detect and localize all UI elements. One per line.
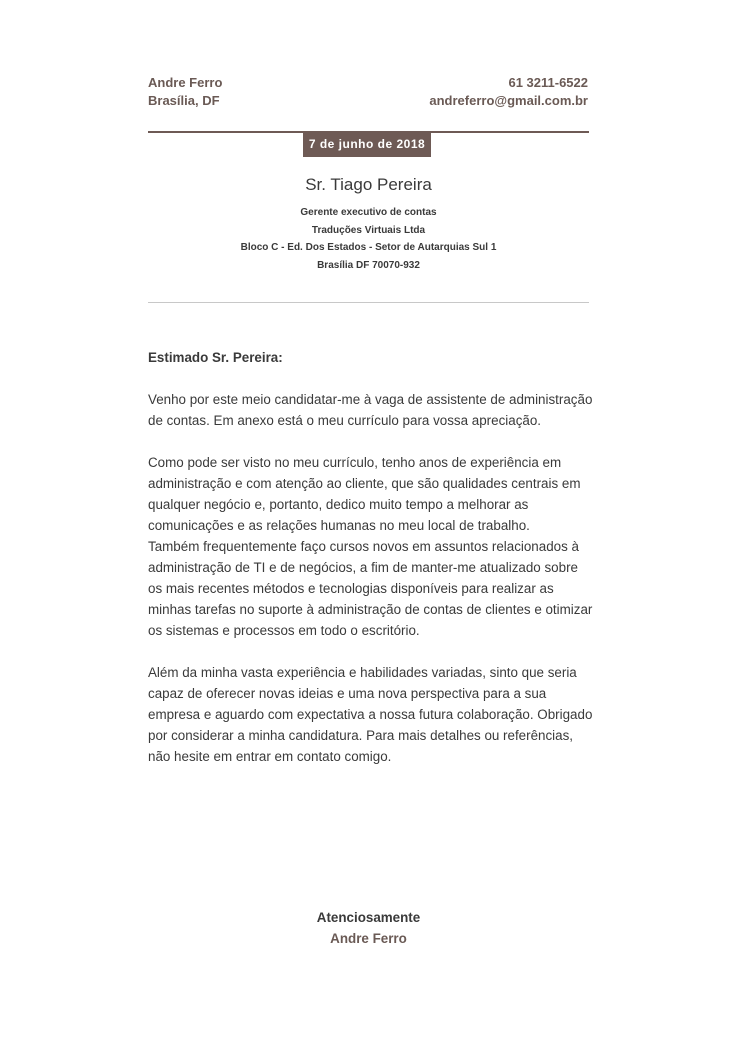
salutation: Estimado Sr. Pereira: <box>148 350 283 365</box>
sender-contact-left <box>148 74 222 110</box>
sender-name: Andre Ferro <box>148 75 223 90</box>
recipient-title: Gerente executivo de contas <box>300 207 437 218</box>
sender-phone: 61 3211-6522 <box>508 75 588 90</box>
section-divider <box>148 302 589 303</box>
letter-body <box>148 347 593 788</box>
date-badge: 7 de junho de 2018 <box>303 131 431 157</box>
paragraph-courses: Também frequentemente faço cursos novos em assuntos relacionados à administração de TI e de negócios, a fim de manter-me atualizado sobre os mais recentes métodos e tecnologias disponíveis para realizar as minhas tarefas no suporte à administração de contas de clientes e otimizar os sistemas e processos em todo o escritório. <box>148 539 593 638</box>
paragraph-closing: Além da minha vasta experiência e habilidades variadas, sinto que seria capaz de oferecer novas ideias e uma nova perspectiva para a sua empresa e aguardo com expectativa a nossa futura colaboração. Obrigado por considerar a minha candidatura. Para mais detalhes ou referências, não hesite em entrar em contato comigo. <box>148 665 593 764</box>
paragraph-experience: Como pode ser visto no meu currículo, tenho anos de experiência em administração e com atenção ao cliente, que são qualidades centrais em qualquer negócio e, portanto, dedico muito tempo a melhorar as comunicações e as relações humanas no meu local de trabalho. <box>148 455 581 533</box>
recipient-name: Sr. Tiago Pereira <box>305 175 432 194</box>
sender-email: andreferro@gmail.com.br <box>429 93 588 108</box>
recipient-address: Bloco C - Ed. Dos Estados - Setor de Autarquias Sul 1 <box>240 242 497 253</box>
recipient-company: Traduções Virtuais Ltda <box>311 224 426 236</box>
sender-city: Brasília, DF <box>148 93 220 108</box>
recipient-block <box>148 174 589 274</box>
closing-block <box>148 907 589 949</box>
paragraph-intro: Venho por este meio candidatar-me à vaga de assistente de administração de contas. Em anexo está o meu currículo para vossa apreciação. <box>148 392 593 428</box>
recipient-city-zip: Brasília DF 70070-932 <box>317 259 420 271</box>
signature-name: Andre Ferro <box>330 931 407 946</box>
sender-contact-right <box>429 74 588 110</box>
closing-word: Atenciosamente <box>316 910 421 925</box>
